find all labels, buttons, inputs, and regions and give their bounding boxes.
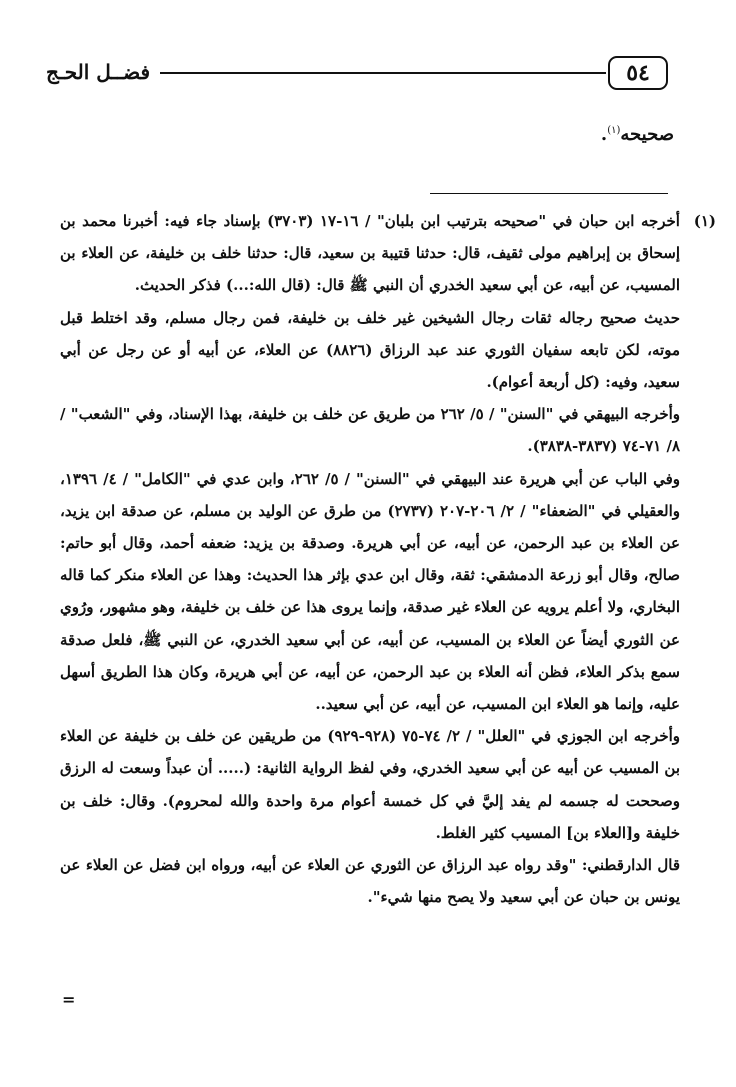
footnote-marker: (١) xyxy=(693,212,716,230)
running-header-title: فضــل الحـج xyxy=(45,60,151,84)
footnote-separator xyxy=(430,193,668,194)
body-word: صحيحه xyxy=(620,124,674,145)
header-rule xyxy=(160,72,606,74)
footnote-paragraph: وأخرجه البيهقي في "السنن" / ٥/ ٢٦٢ من طريق عن خلف بن خليفة، بهذا الإسناد، وفي "الشعب" / ٨/ ٧١-٧٤ (٣٨٣٧-٣٨٣٨). xyxy=(60,405,681,456)
body-text: صحيحه$^{(١)}$. xyxy=(600,124,674,145)
page-number: ٥٤ xyxy=(608,56,668,90)
footnote-paragraph: أخرجه ابن حبان في "صحيحه بترتيب ابن بلبان" / ١٦-١٧ (٣٧٠٣) بإسناد جاء فيه: أخبرنا محمد بن إسحاق بن إبراهيم مولى ثقيف، قال: حدثنا قتيبة بن سعيد، قال: حدثنا خلف بن خليفة، عن العلاء بن المسيب، عن أبيه، عن أبي سعيد الخدري أن النبي ﷺ قال: (قال الله:...) فذكر الحديث. xyxy=(60,212,680,295)
footnote-paragraph: قال الدارقطني: "وقد رواه عبد الرزاق عن الثوري عن العلاء عن أبيه، ورواه ابن فضل عن العلاء عن يونس بن حبان عن أبي سعيد ولا يصح منها شيء". xyxy=(60,856,680,907)
footnote-paragraph: حديث صحيح رجاله ثقات رجال الشيخين غير خلف بن خليفة، فمن رجال مسلم، وقد اختلط قبل موته، لكن تابعه سفيان الثوري عند عبد الرزاق (٨٨٢٦) عن العلاء، عن أبيه أو عن رجل عن أبي سعيد، وفيه: (كل أربعة أعوام). xyxy=(60,308,681,392)
footnote-block xyxy=(60,205,680,913)
footnote-paragraph: وفي الباب عن أبي هريرة عند البيهقي في "السنن" / ٥/ ٢٦٢، وابن عدي في "الكامل" / ٤/ ١٣٩٦، والعقيلي في "الضعفاء" / ٢/ ٢٠٦-٢٠٧ (٢٧٣٧) من طرق عن الوليد بن مسلم، عن صدقة ابن يزيد، عن العلاء بن عبد الرحمن، عن أبيه، عن أبي هريرة. وصدقة بن يزيد: ضعفه أحمد، وقال أبو حاتم: صالح، وقال أبو زرعة الدمشقي: ثقة، وقال ابن عدي بإثر هذا الحديث: وهذا عن العلاء منكر كما قاله البخاري، ولا أعلم يرويه عن العلاء غير صدقة، وإنما يروى هذا عن خلف بن خليفة، وهو مشهور، ورُوي عن الثوري أيضاً عن العلاء بن المسيب، عن أبيه، عن أبي سعيد الخدري، عن النبي ﷺ، فلعل صدقة سمع بذكر العلاء، فظن أنه العلاء بن عبد الرحمن، عن أبيه، عن أبي هريرة، وكان هذا الطريق أسهل عليه، وإنما هو العلاء ابن المسيب، عن أبيه، عن أبي سعيد.. xyxy=(60,469,681,714)
footnote-paragraph: وأخرجه ابن الجوزي في "العلل" / ٢/ ٧٤-٧٥ (٩٢٨-٩٢٩) من طريقين عن خلف بن خليفة عن العلاء بن المسيب عن أبيه عن أبي سعيد الخدري، وفي لفظ الرواية الثانية: (..... أن عبداً وسعت له الرزق وصححت له جسمه لم يفد إليَّ في كل خمسة أعوام مرة واحدة والله لمحروم). وقال: خلف بن خليفة و[العلاء بن] المسيب كثير الغلط. xyxy=(60,727,680,842)
footnote-reference: (١) xyxy=(607,125,621,136)
margin-mark: = xyxy=(62,990,76,1009)
